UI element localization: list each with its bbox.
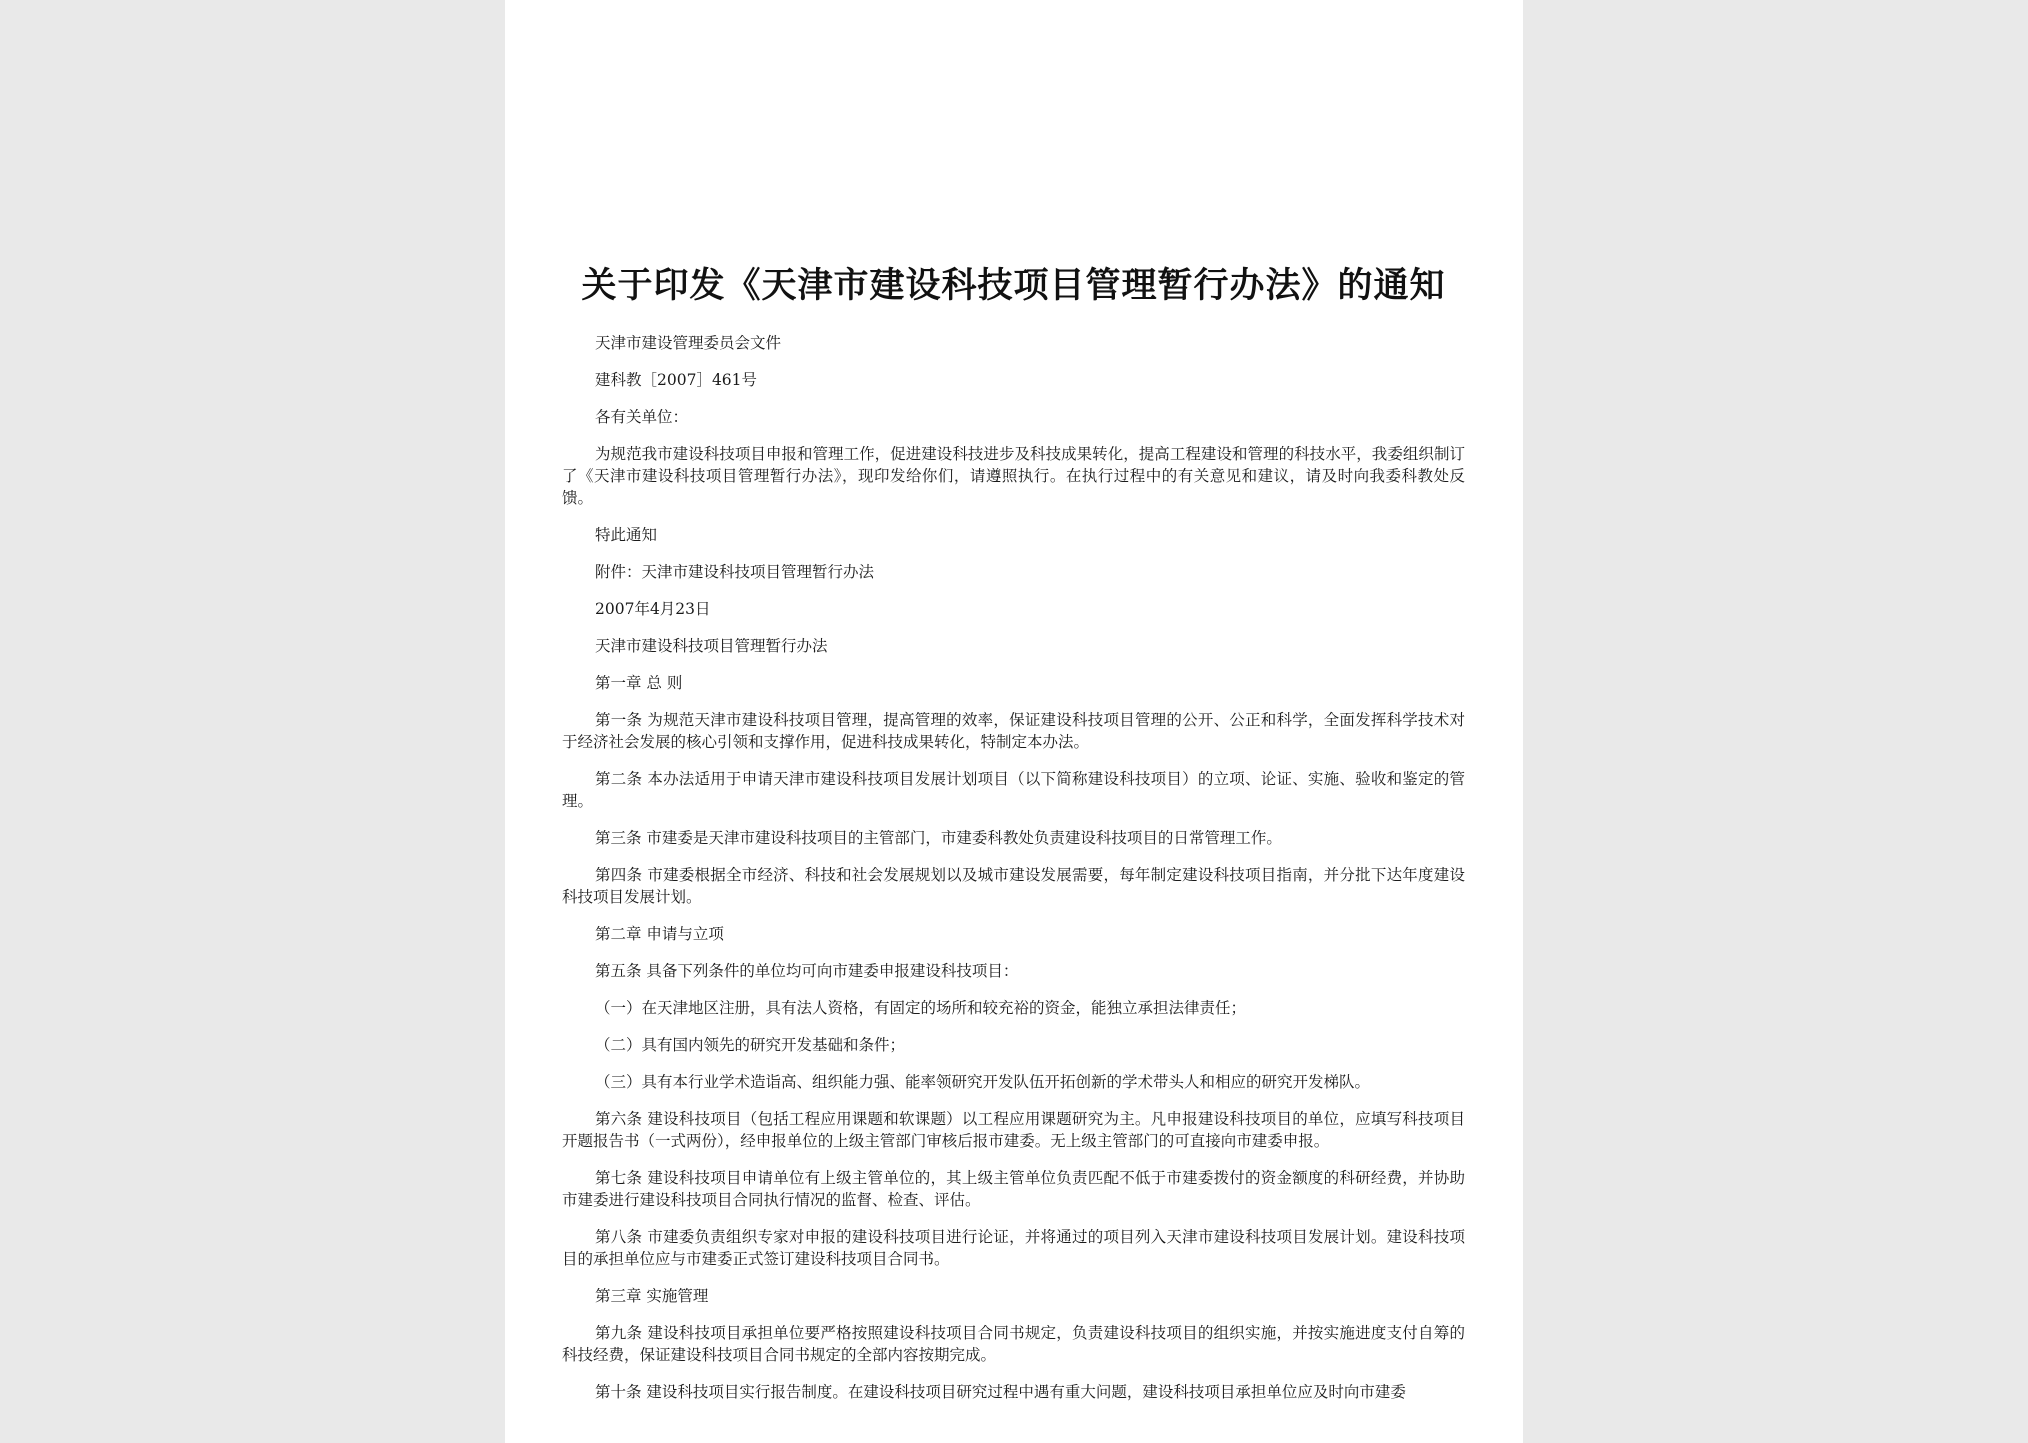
body-paragraph: 为规范我市建设科技项目申报和管理工作，促进建设科技进步及科技成果转化，提高工程建设和管理的科技水平，我委组织制订了《天津市建设科技项目管理暂行办法》，现印发给你们，请遵照执行。在执行过程中的有关意见和建议，请及时向我委科教处反馈。 <box>562 445 1465 507</box>
document-number: 建科教［2007］461号 <box>595 371 758 389</box>
document-page <box>505 0 1523 1443</box>
attachment-title: 天津市建设科技项目管理暂行办法 <box>595 637 828 655</box>
salutation: 各有关单位： <box>595 408 689 426</box>
article-paragraph: 第八条 市建委负责组织专家对申报的建设科技项目进行论证，并将通过的项目列入天津市建设科技项目发展计划。建设科技项目的承担单位应与市建委正式签订建设科技项目合同书。 <box>562 1228 1465 1268</box>
article-paragraph: 第五条 具备下列条件的单位均可向市建委申报建设科技项目： <box>595 962 1019 980</box>
article-paragraph: 第六条 建设科技项目（包括工程应用课题和软课题）以工程应用课题研究为主。凡申报建设科技项目的单位，应填写科技项目开题报告书（一式两份），经申报单位的上级主管部门审核后报市建委。无上级主管部门的可直接向市建委申报。 <box>562 1110 1465 1150</box>
article-paragraph: 第二条 本办法适用于申请天津市建设科技项目发展计划项目（以下简称建设科技项目）的立项、论证、实施、验收和鉴定的管理。 <box>562 770 1465 810</box>
document-title: 关于印发《天津市建设科技项目管理暂行办法》的通知 <box>581 265 1446 306</box>
article-paragraph: 第一条 为规范天津市建设科技项目管理，提高管理的效率，保证建设科技项目管理的公开、公正和科学，全面发挥科学技术对于经济社会发展的核心引领和支撑作用，促进科技成果转化，特制定本办法。 <box>562 711 1465 751</box>
chapter-heading: 第三章 实施管理 <box>595 1287 709 1305</box>
list-item: （一）在天津地区注册，具有法人资格，有固定的场所和较充裕的资金，能独立承担法律责任； <box>595 999 1247 1017</box>
notice-closing: 特此通知 <box>595 526 658 544</box>
article-paragraph: 第四条 市建委根据全市经济、科技和社会发展规划以及城市建设发展需要，每年制定建设科技项目指南，并分批下达年度建设科技项目发展计划。 <box>562 866 1465 906</box>
article-paragraph: 第三条 市建委是天津市建设科技项目的主管部门，市建委科教处负责建设科技项目的日常管理工作。 <box>595 829 1282 847</box>
attachment-line: 附件：天津市建设科技项目管理暂行办法 <box>595 563 875 581</box>
article-paragraph: 第十条 建设科技项目实行报告制度。在建设科技项目研究过程中遇有重大问题，建设科技项目承担单位应及时向市建委 <box>595 1383 1406 1401</box>
article-paragraph: 第七条 建设科技项目申请单位有上级主管单位的，其上级主管单位负责匹配不低于市建委拨付的资金额度的科研经费，并协助市建委进行建设科技项目合同执行情况的监督、检查、评估。 <box>562 1169 1465 1209</box>
chapter-heading: 第一章 总 则 <box>595 674 683 692</box>
list-item: （二）具有国内领先的研究开发基础和条件； <box>595 1036 906 1054</box>
article-paragraph: 第九条 建设科技项目承担单位要严格按照建设科技项目合同书规定，负责建设科技项目的组织实施，并按实施进度支付自筹的科技经费，保证建设科技项目合同书规定的全部内容按期完成。 <box>562 1324 1465 1364</box>
issuer-line: 天津市建设管理委员会文件 <box>595 334 782 352</box>
list-item: （三）具有本行业学术造诣高、组织能力强、能率领研究开发队伍开拓创新的学术带头人和相应的研究开发梯队。 <box>595 1073 1371 1091</box>
date-line: 2007年4月23日 <box>595 600 711 618</box>
chapter-heading: 第二章 申请与立项 <box>595 925 724 943</box>
